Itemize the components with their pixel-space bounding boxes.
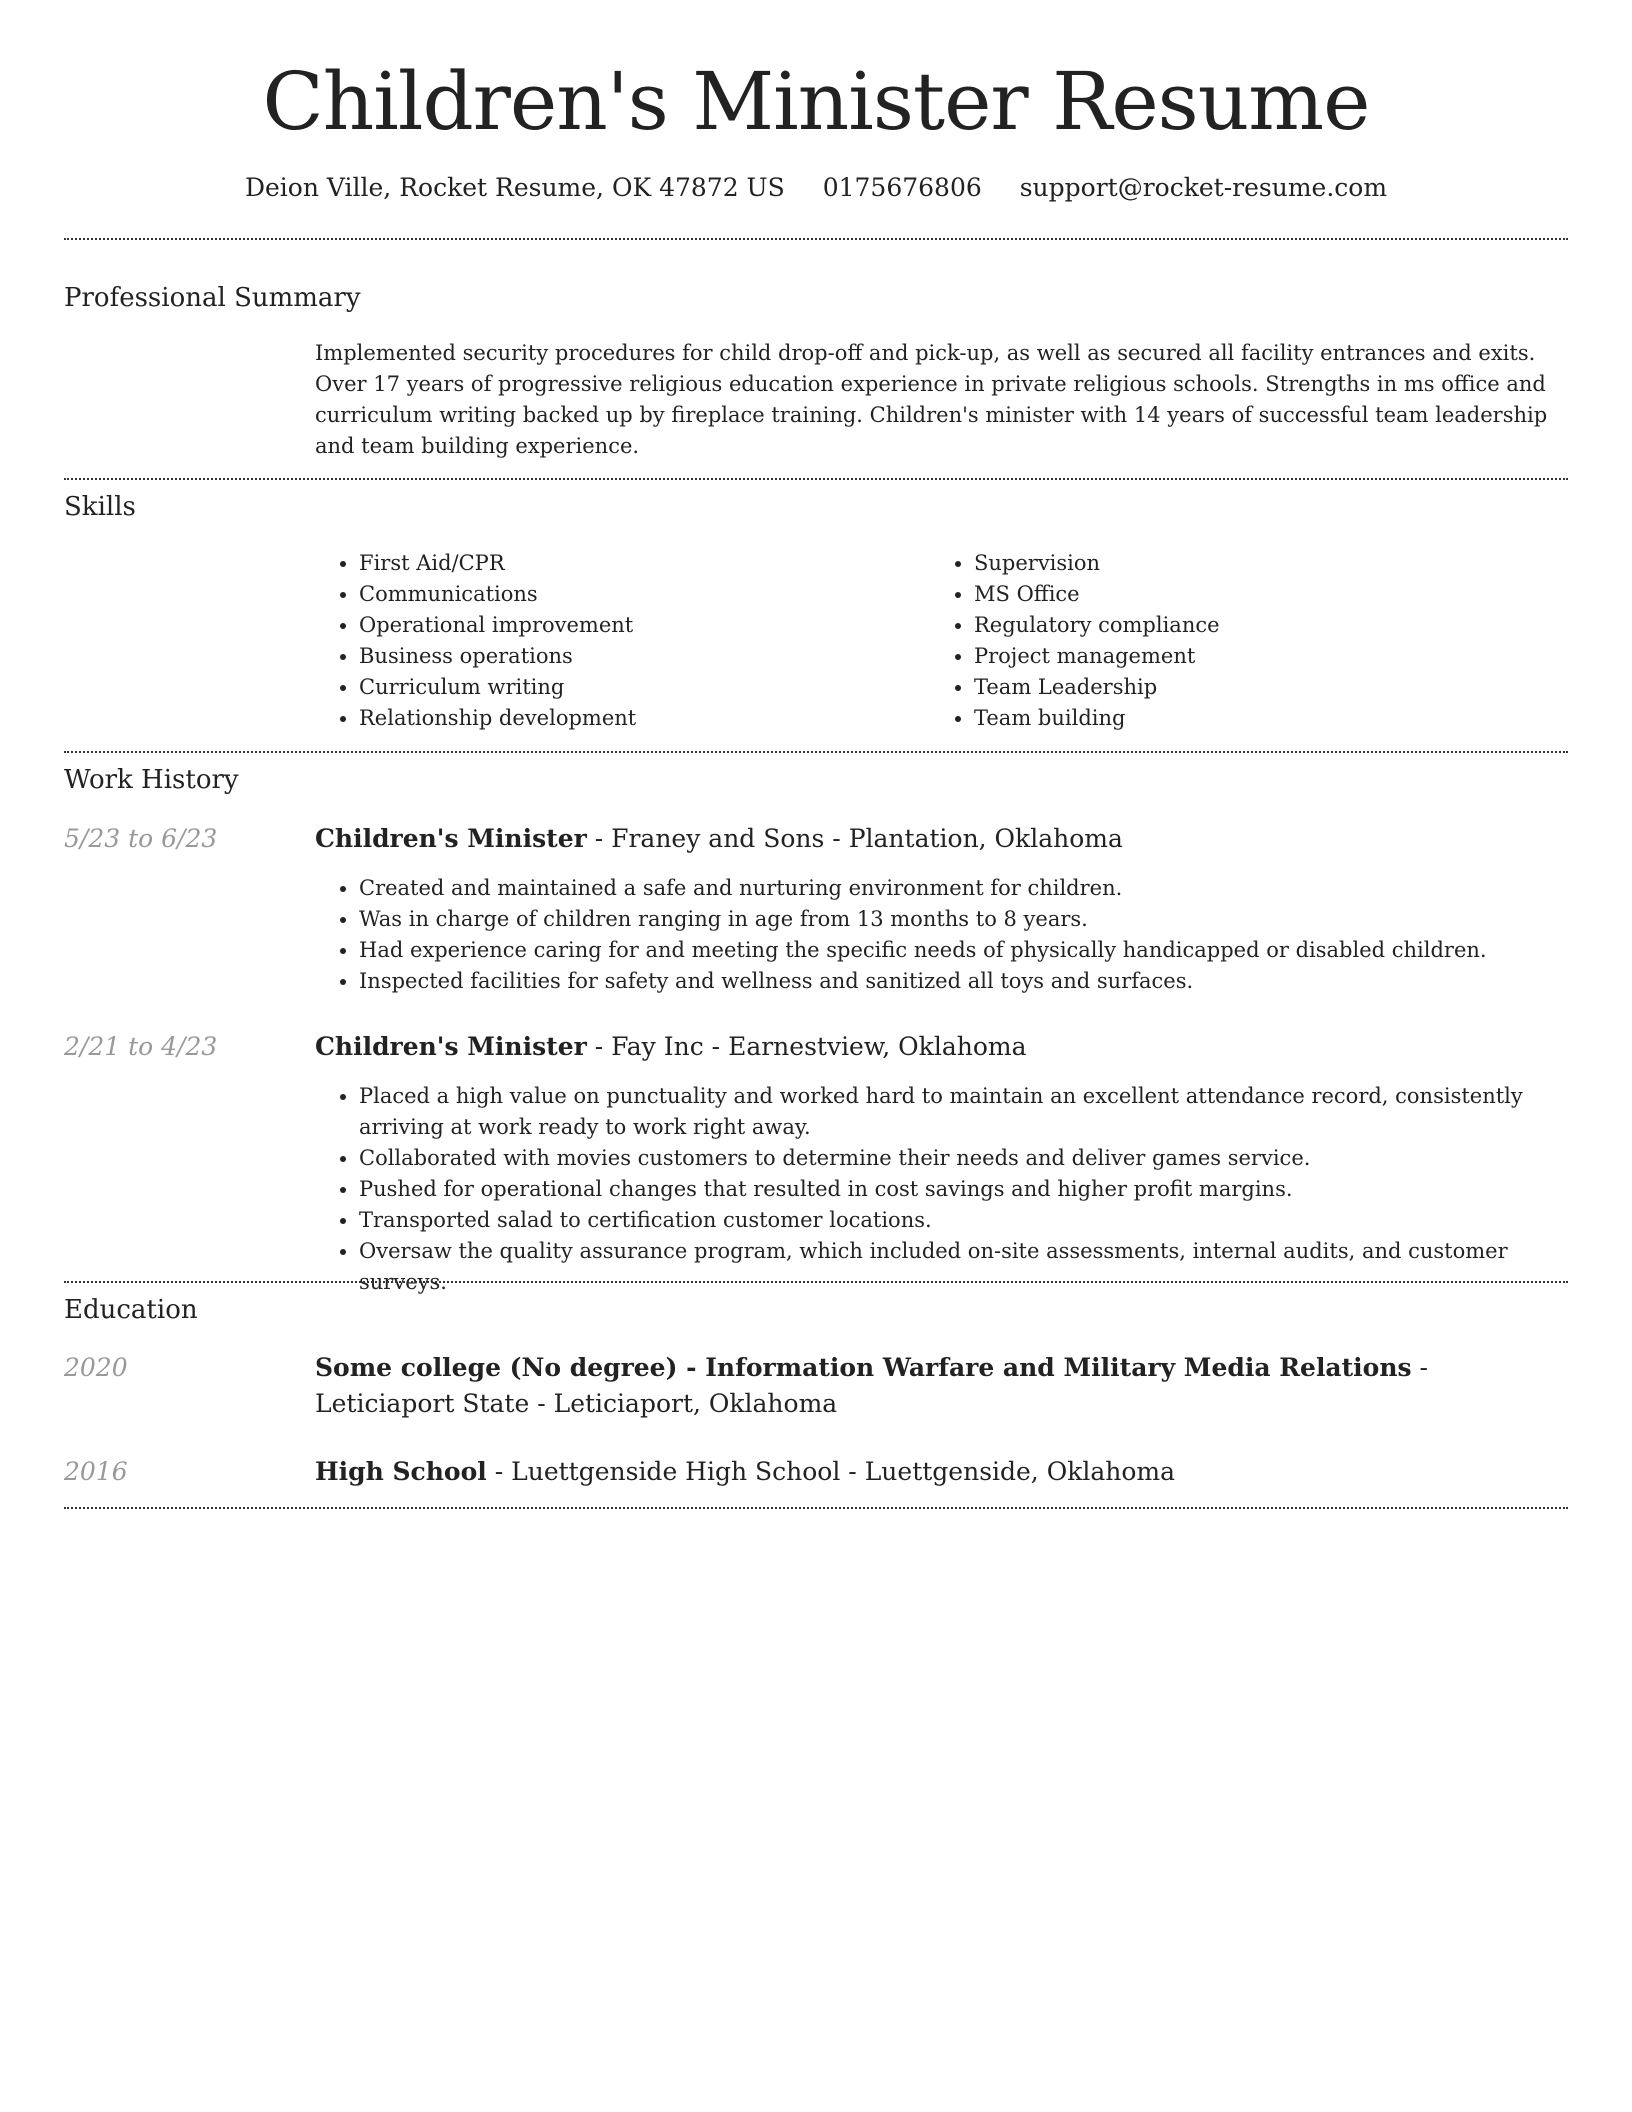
contact-phone: 0175676806 [822,173,982,202]
job-dates: 2/21 to 4/23 [64,1032,218,1061]
job-bullets [315,1081,1568,1298]
skill-item: • Project management [974,641,1530,672]
contact-address: Deion Ville, Rocket Resume, OK 47872 US [244,173,785,202]
list-item: • Inspected facilities for safety and wellness and sanitized all toys and surfaces. [359,966,1568,997]
job-title-line [315,1029,1568,1065]
resume-title: Children's Minister Resume [262,55,1370,148]
education-title-line [315,1350,1568,1422]
summary-heading: Professional Summary [64,283,361,313]
education-degree: Some college (No degree) - Information Warfare and Military Media Relations [315,1353,1412,1382]
contact-email: support@rocket-resume.com [1019,173,1388,202]
skill-item: • Team building [974,703,1530,734]
list-item: • Oversaw the quality assurance program, which included on-site assessments, internal audits, and customer surveys. [359,1236,1568,1298]
skills-heading: Skills [64,492,136,522]
divider [64,238,1568,240]
skill-item: • Regulatory compliance [974,610,1530,641]
divider [64,1281,1568,1283]
skill-item: • Curriculum writing [359,672,915,703]
divider [64,1507,1568,1509]
skills-column-right [930,548,1530,734]
job-dates: 5/23 to 6/23 [64,824,218,853]
education-heading: Education [64,1295,198,1325]
education-year: 2016 [64,1457,128,1486]
education-title-line [315,1454,1568,1490]
list-item: • Placed a high value on punctuality and worked hard to maintain an excellent attendance record, consistently arriving at work ready to work right away. [359,1081,1568,1143]
job-role: Children's Minister [315,1032,587,1061]
list-item: • Collaborated with movies customers to determine their needs and deliver games service. [359,1143,1568,1174]
education-details: - Luettgenside High School - Luettgenside, Oklahoma [486,1457,1176,1486]
job-details: - Fay Inc - Earnestview, Oklahoma [586,1032,1027,1061]
divider [64,751,1568,753]
skills-column-left [315,548,915,734]
list-item: • Was in charge of children ranging in age from 13 months to 8 years. [359,904,1568,935]
skill-item: • MS Office [974,579,1530,610]
divider [64,478,1568,480]
education-details: - Leticiaport State - Leticiaport, Oklahoma [315,1353,1429,1418]
skill-item: • Supervision [974,548,1530,579]
skill-item: • Relationship development [359,703,915,734]
skill-item: • First Aid/CPR [359,548,915,579]
contact-line [64,170,1568,206]
job-details: - Franey and Sons - Plantation, Oklahoma [586,824,1123,853]
list-item: • Had experience caring for and meeting the specific needs of physically handicapped or disabled children. [359,935,1568,966]
skill-item: • Communications [359,579,915,610]
education-degree: High School [315,1457,487,1486]
summary-text: Implemented security procedures for child drop-off and pick-up, as well as secured all facility entrances and exits. Over 17 years of progressive religious education experience in private religious schools. Strengths in ms office and curriculum writing backed up by fireplace training. Children's minister with 14 years of successful team leadership and team building experience. [315,341,1548,458]
skill-item: • Team Leadership [974,672,1530,703]
job-title-line [315,821,1568,857]
list-item: • Pushed for operational changes that resulted in cost savings and higher profit margins. [359,1174,1568,1205]
list-item: • Created and maintained a safe and nurturing environment for children. [359,873,1568,904]
list-item: • Transported salad to certification customer locations. [359,1205,1568,1236]
job-bullets [315,873,1568,997]
work-heading: Work History [64,765,239,795]
education-year: 2020 [64,1353,128,1382]
skill-item: • Operational improvement [359,610,915,641]
job-role: Children's Minister [315,824,587,853]
skill-item: • Business operations [359,641,915,672]
